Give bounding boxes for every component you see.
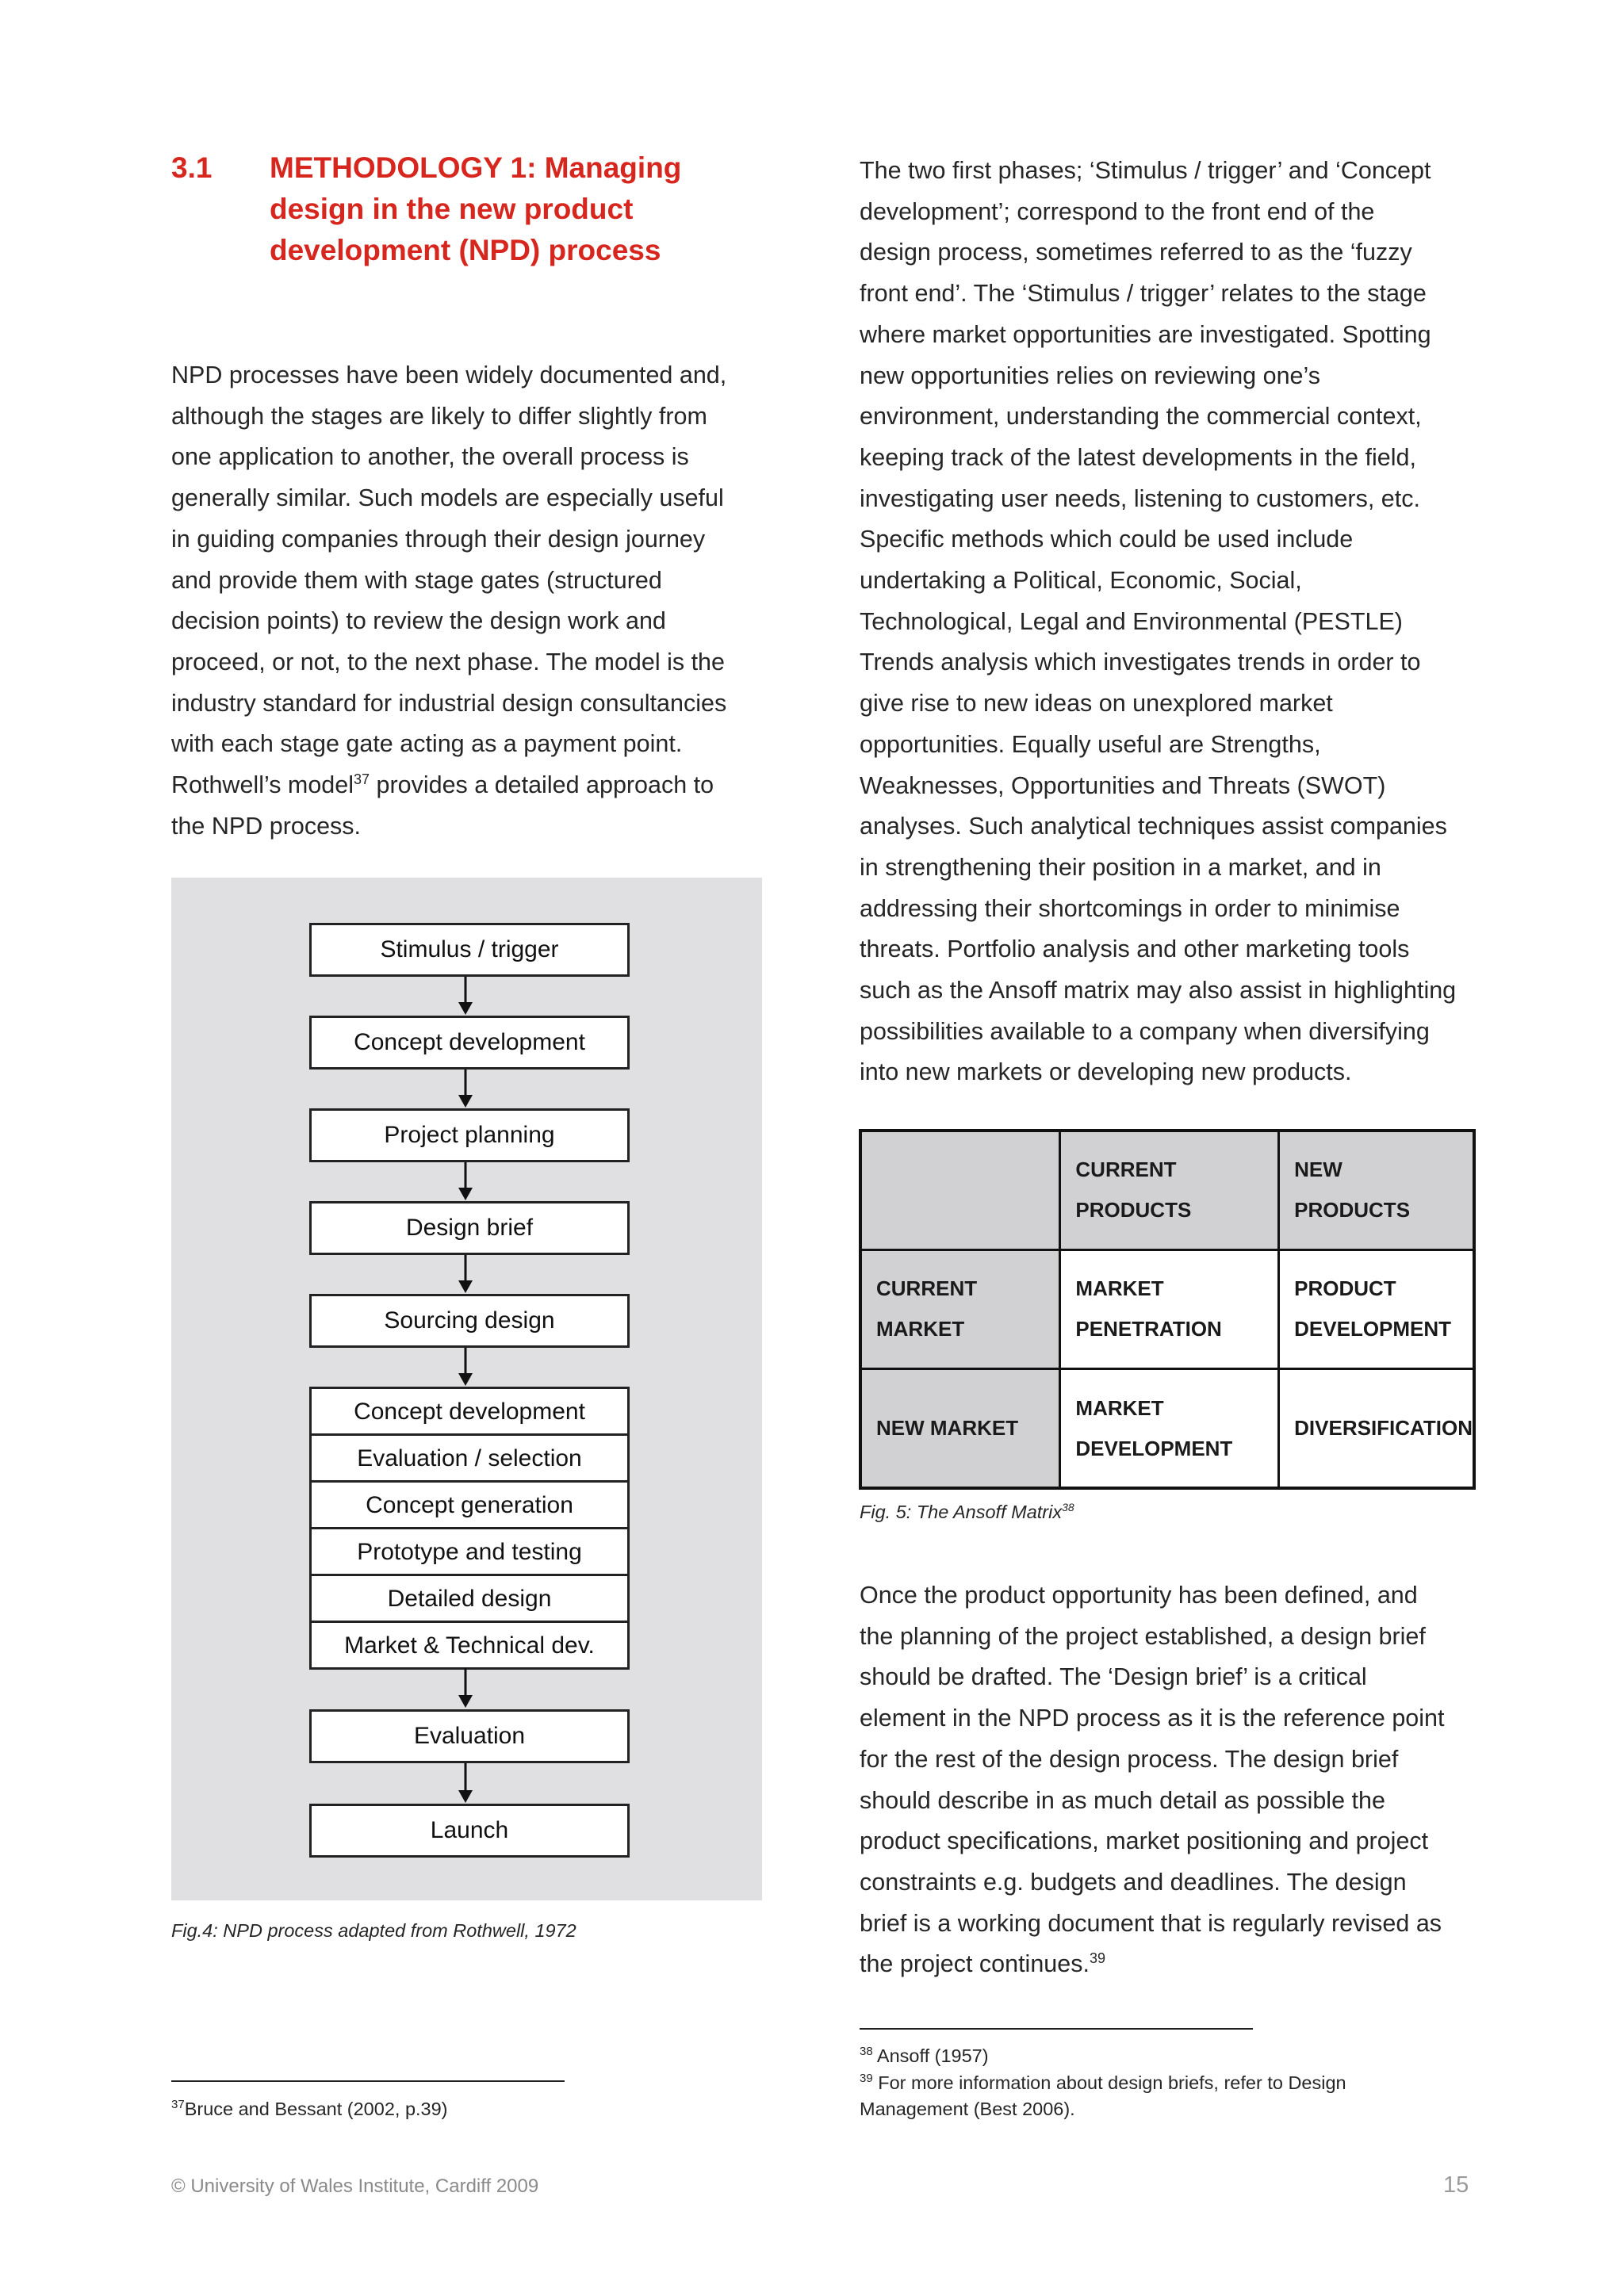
stage-box: Sourcing design bbox=[309, 1294, 630, 1348]
header-text: PRODUCTS bbox=[1294, 1198, 1411, 1223]
header-text: PRODUCTS bbox=[1075, 1198, 1192, 1223]
cell-text: DEVELOPMENT bbox=[1294, 1317, 1452, 1341]
paragraph-line: constraints e.g. budgets and deadlines. The design bbox=[860, 1868, 1407, 1896]
section-title bbox=[270, 147, 714, 271]
paragraph-line: Trends analysis which investigates trends in order to bbox=[860, 649, 1421, 676]
footnote-text: Management (Best 2006). bbox=[860, 2099, 1075, 2119]
paragraph-line: product specifications, market positioning and project bbox=[860, 1827, 1429, 1855]
footnote-39 bbox=[860, 2070, 1478, 2122]
footnote-ref-37[interactable]: 37 bbox=[354, 771, 370, 787]
stacked-stage-box: Detailed design bbox=[309, 1574, 630, 1623]
stage-box: Project planning bbox=[309, 1108, 630, 1162]
table-cell bbox=[1279, 1249, 1474, 1368]
paragraph-text: provides a detailed approach to bbox=[370, 771, 714, 799]
figure-4-caption: Fig.4: NPD process adapted from Rothwell, 1972 bbox=[171, 1920, 576, 1941]
paragraph-line: the NPD process. bbox=[171, 812, 362, 840]
paragraph-line: where market opportunities are investigated. Spotting bbox=[860, 320, 1431, 348]
row-header-text: NEW MARKET bbox=[876, 1416, 1019, 1441]
table-corner-cell bbox=[860, 1131, 1060, 1249]
paragraph-line: Specific methods which could be used include bbox=[860, 526, 1354, 553]
section-title-line: development (NPD) process bbox=[270, 234, 661, 266]
footnote-rule bbox=[171, 2080, 565, 2082]
paragraph-line: investigating user needs, listening to customers, etc. bbox=[860, 484, 1420, 512]
paragraph-line: front end’. The ‘Stimulus / trigger’ relates to the stage bbox=[860, 280, 1427, 308]
right-paragraph-2 bbox=[860, 1575, 1478, 1985]
table-row bbox=[860, 1369, 1474, 1488]
stacked-stage-box: Prototype and testing bbox=[309, 1527, 630, 1576]
paragraph-line: addressing their shortcomings in order to minimise bbox=[860, 894, 1400, 922]
table-cell bbox=[1060, 1249, 1279, 1368]
paragraph-line: for the rest of the design process. The design brief bbox=[860, 1745, 1399, 1773]
row-header-text: MARKET bbox=[876, 1317, 965, 1341]
paragraph-line: brief is a working document that is regularly revised as bbox=[860, 1909, 1442, 1937]
cell-text: MARKET bbox=[1075, 1395, 1164, 1420]
footnote-text: Ansoff (1957) bbox=[876, 2045, 989, 2066]
paragraph-line: design process, sometimes referred to as the ‘fuzzy bbox=[860, 239, 1412, 266]
stage-box: Design brief bbox=[309, 1201, 630, 1255]
row-header-text: CURRENT bbox=[876, 1276, 978, 1301]
paragraph-line: generally similar. Such models are especially useful bbox=[171, 484, 724, 512]
paragraph-line: give rise to new ideas on unexplored market bbox=[860, 690, 1333, 718]
footnote-ref-38[interactable]: 38 bbox=[1062, 1501, 1074, 1514]
page-number: 15 bbox=[1443, 2172, 1469, 2198]
stage-box: Launch bbox=[309, 1804, 630, 1858]
section-title-line: METHODOLOGY 1: Managing bbox=[270, 151, 682, 184]
paragraph-line: Technological, Legal and Environmental (PESTLE) bbox=[860, 607, 1403, 635]
header-text: NEW bbox=[1294, 1158, 1342, 1182]
cell-text: MARKET bbox=[1075, 1276, 1164, 1301]
paragraph-text: the project continues. bbox=[860, 1950, 1090, 1978]
paragraph-line: in guiding companies through their design journey bbox=[171, 525, 706, 553]
paragraph-line: decision points) to review the design work and bbox=[171, 607, 666, 635]
paragraph-line: although the stages are likely to differ slightly from bbox=[171, 402, 707, 430]
paragraph-line: development’; correspond to the front end of the bbox=[860, 197, 1375, 225]
ansoff-matrix-table bbox=[859, 1129, 1476, 1490]
paragraph-line: in strengthening their position in a market, and in bbox=[860, 853, 1381, 881]
paragraph-line: opportunities. Equally useful are Strengths, bbox=[860, 730, 1321, 758]
footnote-rule bbox=[860, 2028, 1253, 2030]
table-row bbox=[860, 1131, 1474, 1249]
flow-arrow-icon bbox=[456, 1763, 475, 1804]
paragraph-line: with each stage gate acting as a payment point. bbox=[171, 730, 683, 758]
paragraph-line: should describe in as much detail as possible the bbox=[860, 1786, 1385, 1814]
flow-arrow-icon bbox=[456, 1668, 475, 1709]
header-text: CURRENT bbox=[1075, 1158, 1177, 1182]
flow-arrow-icon bbox=[456, 1070, 475, 1109]
table-cell bbox=[1060, 1369, 1279, 1488]
right-paragraph-1 bbox=[860, 151, 1478, 1093]
footnote-number: 37 bbox=[171, 2098, 185, 2112]
figure-5-caption bbox=[860, 1502, 1074, 1523]
footnote-text: Bruce and Bessant (2002, p.39) bbox=[184, 2099, 448, 2119]
stage-box: Stimulus / trigger bbox=[309, 923, 630, 977]
table-cell bbox=[1279, 1369, 1474, 1488]
section-title-line: design in the new product bbox=[270, 193, 634, 225]
left-paragraph bbox=[171, 355, 774, 847]
footnote-38 bbox=[860, 2043, 1478, 2069]
flow-arrow-icon bbox=[456, 1162, 475, 1202]
stacked-stage-box: Concept development bbox=[309, 1387, 630, 1436]
paragraph-line: one application to another, the overall process is bbox=[171, 443, 689, 471]
paragraph-line: possibilities available to a company when diversifying bbox=[860, 1017, 1430, 1045]
footnote-text: For more information about design briefs, refer to Design bbox=[878, 2072, 1346, 2093]
paragraph-line: environment, understanding the commercial context, bbox=[860, 403, 1422, 430]
paragraph-line: undertaking a Political, Economic, Social, bbox=[860, 567, 1302, 595]
flow-arrow-icon bbox=[456, 977, 475, 1016]
stacked-stage-box: Evaluation / selection bbox=[309, 1433, 630, 1483]
stage-box: Evaluation bbox=[309, 1709, 630, 1763]
paragraph-line: proceed, or not, to the next phase. The model is the bbox=[171, 648, 725, 675]
paragraph-line: analyses. Such analytical techniques assist companies bbox=[860, 813, 1447, 840]
paragraph-line: should be drafted. The ‘Design brief’ is a critical bbox=[860, 1663, 1367, 1691]
stacked-stage-box: Market & Technical dev. bbox=[309, 1621, 630, 1670]
paragraph-line bbox=[860, 1944, 1478, 1985]
paragraph-line: the planning of the project established, a design brief bbox=[860, 1622, 1426, 1650]
cell-text: PRODUCT bbox=[1294, 1276, 1396, 1301]
paragraph-line: keeping track of the latest developments in the field, bbox=[860, 443, 1416, 471]
paragraph-line: The two first phases; ‘Stimulus / trigger’ and ‘Concept bbox=[860, 157, 1431, 184]
section-number: 3.1 bbox=[171, 151, 213, 184]
table-header-cell bbox=[1060, 1131, 1279, 1249]
paragraph-line: such as the Ansoff matrix may also assist in highlighting bbox=[860, 977, 1457, 1004]
table-row bbox=[860, 1249, 1474, 1368]
footnote-ref-39[interactable]: 39 bbox=[1089, 1950, 1105, 1967]
cell-text: DEVELOPMENT bbox=[1075, 1436, 1233, 1460]
caption-text: Fig. 5: The Ansoff Matrix bbox=[860, 1502, 1063, 1522]
paragraph-line: Once the product opportunity has been defined, and bbox=[860, 1582, 1418, 1609]
flow-arrow-icon bbox=[456, 1348, 475, 1387]
footnote-37 bbox=[171, 2096, 448, 2122]
stacked-stage-box: Concept generation bbox=[309, 1480, 630, 1529]
paragraph-line bbox=[171, 765, 774, 806]
copyright-footer: © University of Wales Institute, Cardiff 2009 bbox=[171, 2175, 539, 2197]
flow-arrow-icon bbox=[456, 1255, 475, 1295]
paragraph-line: Weaknesses, Opportunities and Threats (SWOT) bbox=[860, 771, 1386, 799]
paragraph-line: new opportunities relies on reviewing one’s bbox=[860, 362, 1320, 389]
table-header-cell bbox=[1279, 1131, 1474, 1249]
footnote-number: 38 bbox=[860, 2045, 873, 2059]
cell-text: DIVERSIFICATION bbox=[1294, 1416, 1473, 1441]
table-row-header bbox=[860, 1369, 1060, 1488]
paragraph-line: element in the NPD process as it is the reference point bbox=[860, 1705, 1445, 1732]
paragraph-line: threats. Portfolio analysis and other marketing tools bbox=[860, 936, 1410, 963]
footnote-number: 39 bbox=[860, 2072, 873, 2086]
paragraph-text: Rothwell’s model bbox=[171, 771, 354, 799]
paragraph-line: industry standard for industrial design consultancies bbox=[171, 689, 727, 717]
paragraph-line: into new markets or developing new products. bbox=[860, 1058, 1352, 1086]
table-row-header bbox=[860, 1249, 1060, 1368]
stage-box: Concept development bbox=[309, 1016, 630, 1070]
cell-text: PENETRATION bbox=[1075, 1317, 1222, 1341]
paragraph-line: NPD processes have been widely documented and, bbox=[171, 362, 727, 388]
paragraph-line: and provide them with stage gates (structured bbox=[171, 566, 662, 594]
